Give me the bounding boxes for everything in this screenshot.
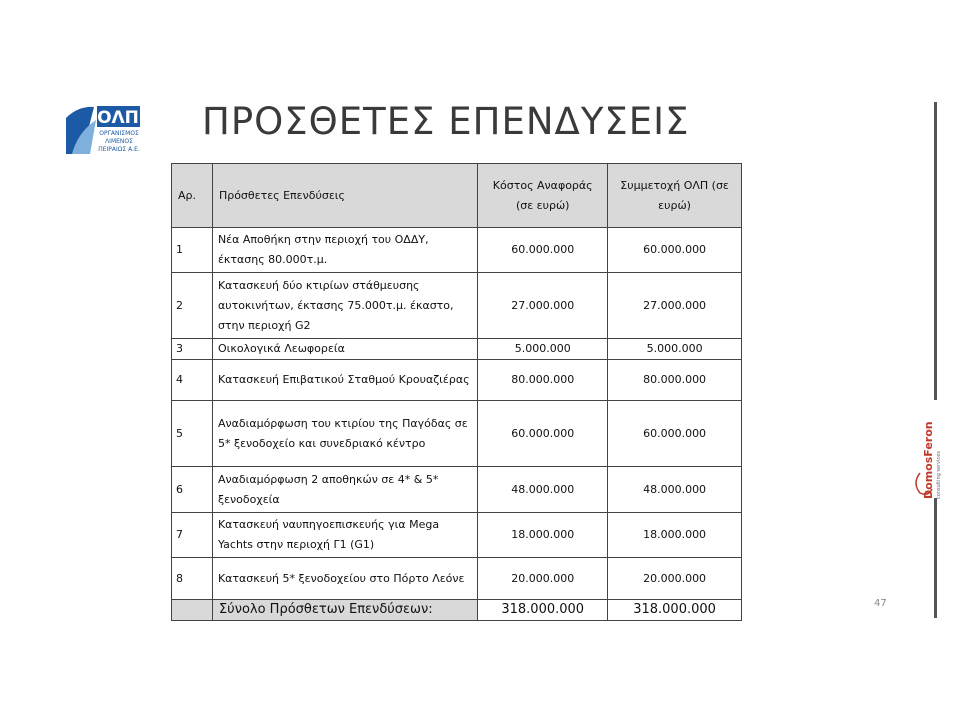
row-number: 7 bbox=[172, 513, 213, 558]
row-cost: 27.000.000 bbox=[478, 273, 608, 339]
investments-table bbox=[171, 163, 742, 621]
row-description: Κατασκευή 5* ξενοδοχείου στο Πόρτο Λεόνε bbox=[212, 558, 477, 600]
row-description: Νέα Αποθήκη στην περιοχή του ΟΔΔΥ, έκτασης 80.000τ.μ. bbox=[212, 228, 477, 273]
row-olp: 48.000.000 bbox=[608, 467, 742, 513]
olp-logo-line3: ΠΕΙΡΑΙΩΣ Α.Ε. bbox=[98, 146, 140, 153]
row-cost: 20.000.000 bbox=[478, 558, 608, 600]
row-cost: 5.000.000 bbox=[478, 339, 608, 360]
row-number: 2 bbox=[172, 273, 213, 339]
row-number: 4 bbox=[172, 360, 213, 401]
table-total-row bbox=[172, 600, 742, 621]
row-description: Αναδιαμόρφωση του κτιρίου της Παγόδας σε 5* ξενοδοχείο και συνεδριακό κέντρο bbox=[212, 401, 477, 467]
table-row bbox=[172, 339, 742, 360]
row-number: 1 bbox=[172, 228, 213, 273]
row-description: Οικολογικά Λεωφορεία bbox=[212, 339, 477, 360]
row-olp: 20.000.000 bbox=[608, 558, 742, 600]
page-number: 47 bbox=[874, 598, 887, 609]
row-cost: 18.000.000 bbox=[478, 513, 608, 558]
header-reference-cost: Κόστος Αναφοράς (σε ευρώ) bbox=[478, 164, 608, 228]
table-header-row bbox=[172, 164, 742, 228]
row-olp: 60.000.000 bbox=[608, 228, 742, 273]
row-description: Αναδιαμόρφωση 2 αποθηκών σε 4* & 5* ξενοδοχεία bbox=[212, 467, 477, 513]
total-cost: 318.000.000 bbox=[478, 600, 608, 621]
row-olp: 5.000.000 bbox=[608, 339, 742, 360]
total-olp: 318.000.000 bbox=[608, 600, 742, 621]
row-number: 5 bbox=[172, 401, 213, 467]
right-divider-bottom bbox=[934, 498, 937, 618]
table-row bbox=[172, 273, 742, 339]
total-label: Σύνολο Πρόσθετων Επενδύσεων: bbox=[212, 600, 477, 621]
row-olp: 27.000.000 bbox=[608, 273, 742, 339]
row-description: Κατασκευή Επιβατικού Σταθμού Κρουαζιέρας bbox=[212, 360, 477, 401]
row-description: Κατασκευή ναυπηγοεπισκευής για Mega Yachts στην περιοχή Γ1 (G1) bbox=[212, 513, 477, 558]
header-no: Αρ. bbox=[172, 164, 213, 228]
table-row bbox=[172, 401, 742, 467]
olp-logo-name: ΟΛΠ bbox=[97, 108, 139, 128]
right-divider-top bbox=[934, 102, 937, 400]
row-number: 8 bbox=[172, 558, 213, 600]
row-cost: 60.000.000 bbox=[478, 228, 608, 273]
olp-logo-line1: ΟΡΓΑΝΙΣΜΟΣ bbox=[99, 130, 139, 137]
row-olp: 60.000.000 bbox=[608, 401, 742, 467]
row-olp: 18.000.000 bbox=[608, 513, 742, 558]
table-row bbox=[172, 513, 742, 558]
header-description: Πρόσθετες Επενδύσεις bbox=[212, 164, 477, 228]
total-blank-cell bbox=[172, 600, 213, 621]
olp-logo bbox=[64, 104, 142, 156]
olp-logo-line2: ΛΙΜΕΝΟΣ bbox=[105, 138, 133, 145]
table-row bbox=[172, 228, 742, 273]
domosferon-logo-name: DomosFeron bbox=[922, 421, 935, 499]
table-row bbox=[172, 467, 742, 513]
row-cost: 48.000.000 bbox=[478, 467, 608, 513]
table-row bbox=[172, 360, 742, 401]
row-description: Κατασκευή δύο κτιρίων στάθμευσης αυτοκινήτων, έκτασης 75.000τ.μ. έκαστο, στην περιοχή G2 bbox=[212, 273, 477, 339]
table-row bbox=[172, 558, 742, 600]
header-olp-participation: Συμμετοχή ΟΛΠ (σε ευρώ) bbox=[608, 164, 742, 228]
row-number: 3 bbox=[172, 339, 213, 360]
row-cost: 60.000.000 bbox=[478, 401, 608, 467]
page-title: ΠΡΟΣΘΕΤΕΣ ΕΠΕΝΔΥΣΕΙΣ bbox=[202, 100, 690, 143]
domosferon-logo-tagline: consulting services bbox=[936, 451, 942, 499]
domosferon-logo bbox=[910, 405, 944, 500]
row-number: 6 bbox=[172, 467, 213, 513]
row-olp: 80.000.000 bbox=[608, 360, 742, 401]
row-cost: 80.000.000 bbox=[478, 360, 608, 401]
